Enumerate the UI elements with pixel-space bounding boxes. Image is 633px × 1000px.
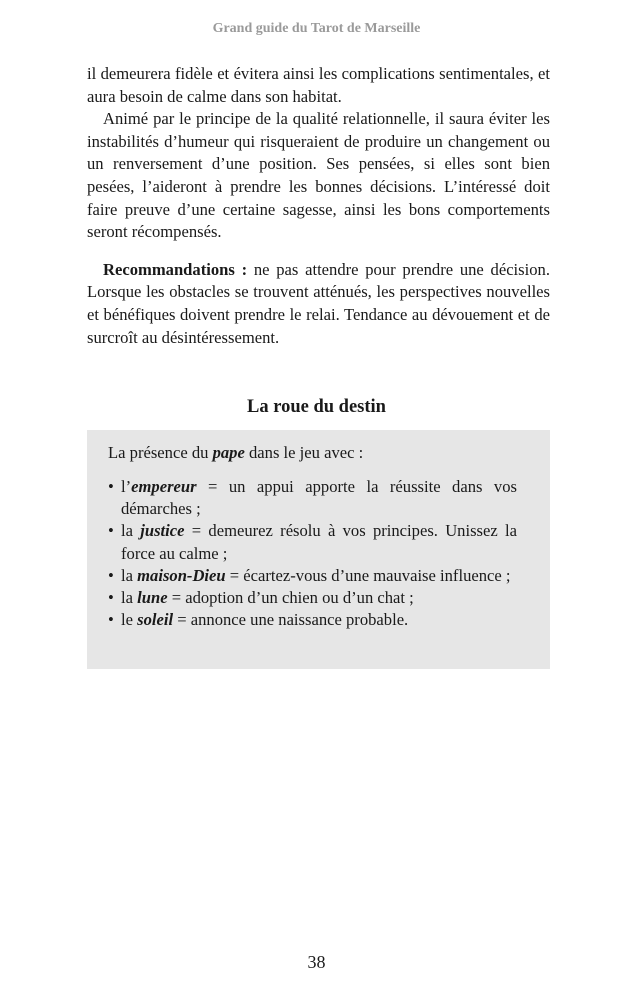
box-intro [108, 442, 533, 464]
item-text: = un appui apporte la réussite dans vos démarches ; [121, 477, 517, 519]
item-prefix: la [121, 521, 141, 541]
card-name: lune [137, 588, 168, 608]
item-text: = annonce une naissance probable. [173, 610, 409, 630]
paragraph: il demeurera fidèle et évitera ainsi les complications sentimentales, et aura besoin de calme dans son habitat. [87, 64, 550, 106]
item-prefix: la [121, 565, 138, 585]
paragraph: Animé par le principe de la qualité relationnelle, il saura éviter les instabilités d’humeur qui risqueraient de produire un changement ou un renversement d’une position. Ses pensées, si elles sont bien pesées, l’aideront à prendre les bonnes décisions. L’intéressé doit faire preuve d’une certaine sagesse, ainsi les bons comportements seront récompensés. [87, 109, 550, 242]
card-name: soleil [137, 610, 174, 630]
page-number: 38 [307, 952, 326, 972]
card-name: justice [140, 521, 185, 541]
card-name: maison-Dieu [137, 565, 226, 585]
card-combinations-box [87, 430, 550, 669]
bullet: • [108, 565, 114, 585]
list-item [108, 609, 517, 631]
combination-list [108, 476, 517, 631]
list-item [108, 476, 517, 520]
intro-text: La présence du [108, 443, 213, 462]
list-item [108, 565, 517, 587]
item-text: = demeurez résolu à vos principes. Unissez la force au calme ; [121, 521, 517, 563]
list-item [108, 587, 517, 609]
running-head: Grand guide du Tarot de Marseille [212, 21, 421, 36]
bullet: • [108, 610, 114, 630]
item-text: = adoption d’un chien ou d’un chat ; [167, 588, 414, 608]
item-prefix: le [121, 610, 138, 630]
card-name: empereur [131, 477, 197, 496]
recommendations-paragraph [87, 259, 550, 349]
item-text: = écartez-vous d’une mauvaise influence ; [225, 565, 511, 585]
card-name: pape [212, 443, 245, 462]
item-prefix: la [121, 588, 138, 608]
recommendations-label: Recommandations : [103, 259, 248, 279]
intro-text: dans le jeu avec : [244, 443, 364, 462]
section-title: La roue du destin [247, 397, 386, 417]
bullet: • [108, 521, 114, 541]
bullet: • [108, 588, 114, 608]
list-item [108, 520, 517, 564]
body-text [87, 63, 550, 349]
item-prefix: l’ [121, 477, 132, 496]
bullet: • [108, 477, 114, 496]
recommendations-text: ne pas attendre pour prendre une décision. Lorsque les obstacles se trouvent atténués, les perspectives nouvelles et bénéfiques doivent prendre le relai. Tendance au dévouement et de surcroît au désintéressement. [87, 259, 550, 347]
